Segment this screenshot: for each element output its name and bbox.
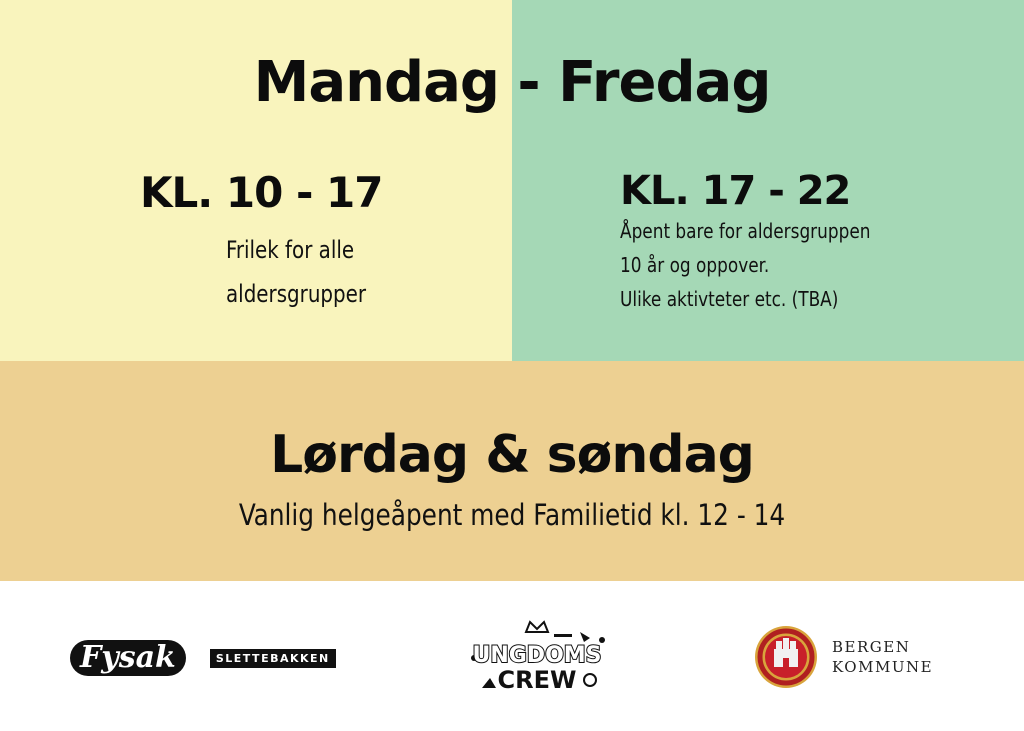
evening-line: Åpent bare for aldersgruppen xyxy=(620,219,871,243)
slettebakken-label: SLETTEBAKKEN xyxy=(210,649,336,668)
bergen-text-line2: KOMMUNE xyxy=(832,658,934,676)
weekday-title: Mandag - Fredag xyxy=(253,50,771,115)
evening-line: Ulike aktivteter etc. (TBA) xyxy=(620,287,839,311)
crown-icon xyxy=(526,622,548,632)
crew-logo-line1: UNGDOMS xyxy=(472,643,602,668)
fysak-wordmark: Fysak xyxy=(70,640,186,676)
daytime-description xyxy=(226,228,366,316)
evening-line: 10 år og oppover. xyxy=(620,253,770,277)
daytime-hours: KL. 10 - 17 xyxy=(140,168,383,217)
bergen-text-line1: BERGEN xyxy=(832,638,911,656)
crew-logo-line2: CREW xyxy=(497,666,577,694)
bergen-kommune-logo xyxy=(754,622,954,692)
fysak-slettebakken-logo xyxy=(70,636,330,680)
evening-description xyxy=(620,214,870,316)
ungdoms-crew-logo xyxy=(462,618,612,698)
weekend-title: Lørdag & søndag xyxy=(270,425,754,485)
weekend-description: Vanlig helgeåpent med Familietid kl. 12 - 14 xyxy=(238,498,786,532)
daytime-line: aldersgrupper xyxy=(226,280,367,308)
bergen-seal-icon xyxy=(754,625,818,689)
evening-hours: KL. 17 - 22 xyxy=(620,168,851,214)
daytime-line: Frilek for alle xyxy=(226,236,355,264)
bergen-kommune-text xyxy=(832,637,933,677)
